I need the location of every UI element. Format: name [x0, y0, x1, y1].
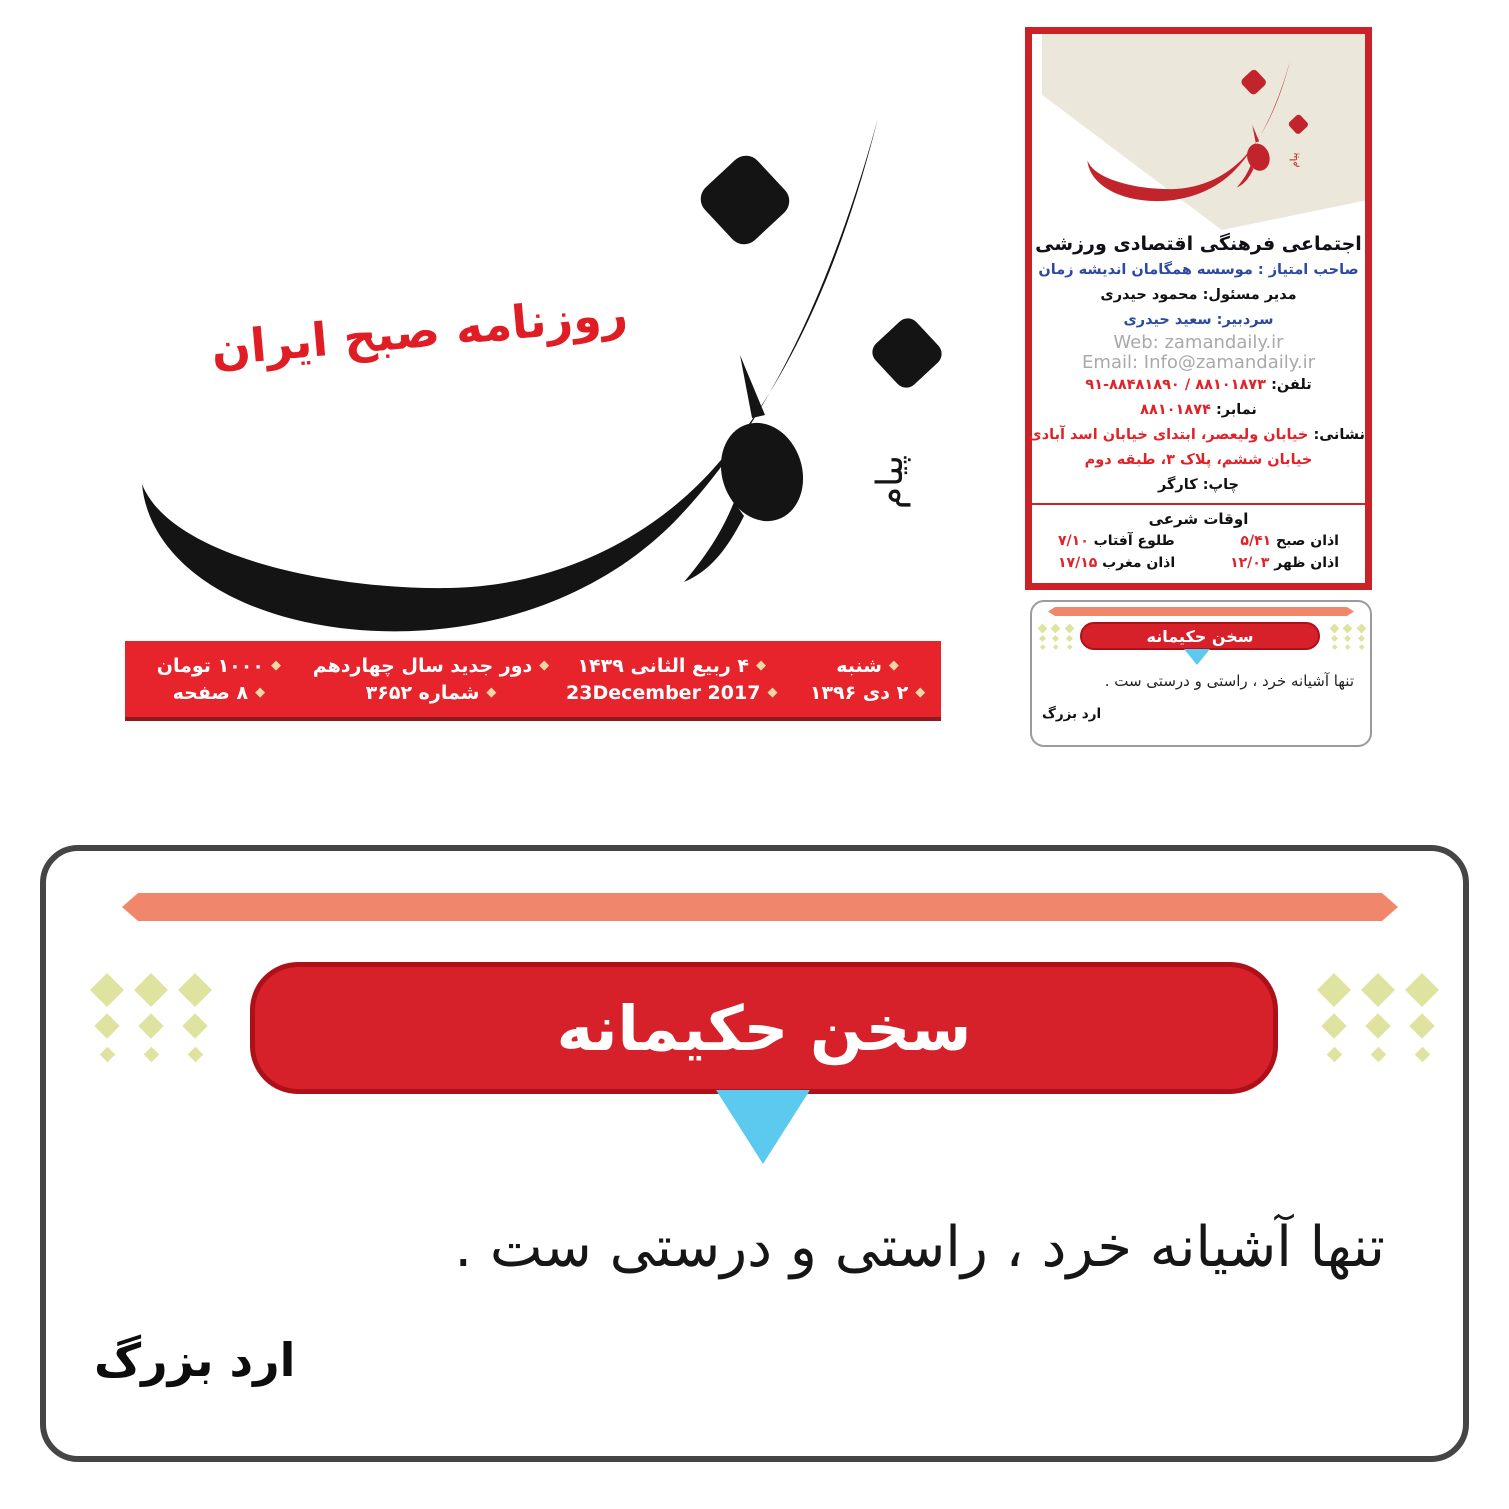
diamond-dot: [1361, 973, 1395, 1007]
fax-line: [1032, 398, 1365, 423]
diamond-dot: [1346, 644, 1351, 649]
salmon-ribbon: [122, 893, 1398, 921]
tagline: روزنامه صبح ایران: [208, 285, 630, 377]
diamond-dot: [1409, 1013, 1434, 1038]
diamond-dot: [1039, 635, 1046, 642]
phone-line: [1032, 373, 1365, 398]
prayer-value: ۵/۴۱: [1240, 533, 1272, 549]
price: ۱۰۰۰ تومان: [156, 654, 264, 677]
wise-words-box-large: [40, 845, 1469, 1462]
prayer-label: اذان صبح: [1276, 533, 1339, 549]
date-bar-cell-issue: [313, 655, 550, 704]
categories-line: اجتماعی فرهنگی اقتصادی ورزشی: [1035, 233, 1362, 255]
phone-numbers: ۸۸۱۰۱۸۷۳ / ۸۸۴۸۱۸۹۰-۹۱: [1085, 377, 1267, 393]
address-line-1: [1028, 423, 1365, 448]
prayer-label: اذان مغرب: [1102, 555, 1176, 571]
web-url: zamandaily.ir: [1164, 332, 1284, 353]
diamond-dot: [1405, 973, 1439, 1007]
hijri-date: ۴ ربیع الثانی ۱۴۳۹: [577, 654, 749, 677]
diamond-bullet-icon: ◆: [915, 685, 926, 700]
diamond-ornament: [85, 970, 217, 1066]
web-label: Web:: [1113, 332, 1159, 353]
quote-author: ارد بزرگ: [1042, 706, 1102, 722]
prayer-entry: [1058, 530, 1175, 552]
diamond-dot: [94, 1013, 119, 1038]
diamond-dot: [1067, 644, 1072, 649]
prayer-times-row: [1032, 530, 1365, 552]
license-holder-line: صاحب امتیاز : موسسه همگامان اندیشه زمان: [1038, 262, 1359, 278]
date-bar-entry: [566, 682, 777, 704]
diamond-dot: [1358, 635, 1365, 642]
wise-words-title-pill: سخن حکیمانه: [1080, 622, 1320, 650]
diamond-bullet-icon: ◆: [888, 658, 899, 673]
diamond-dot: [1064, 623, 1074, 633]
editor-in-chief-line: سردبیر: سعید حیدری: [1123, 312, 1274, 328]
diamond-ornament: [1312, 970, 1444, 1066]
diamond-dot: [1359, 644, 1364, 649]
date-bar: [125, 641, 941, 721]
prayer-times-title: اوقات شرعی: [1148, 510, 1249, 528]
managing-director-line: مدیر مسئول: محمود حیدری: [1100, 287, 1297, 303]
diamond-dot: [1414, 1046, 1430, 1062]
weekday: شنبه: [836, 654, 882, 677]
prayer-label: طلوع آفتاب: [1093, 533, 1175, 549]
prayer-entry: [1240, 530, 1339, 552]
publication-year: دور جدید سال چهاردهم: [312, 654, 533, 677]
diamond-dot: [1066, 635, 1073, 642]
solar-date: ۲ دی ۱۳۹۶: [809, 681, 909, 704]
diamond-dot: [90, 973, 124, 1007]
diamond-dot: [187, 1046, 203, 1062]
zaman-mini-logo: [1062, 38, 1324, 209]
diamond-dot: [1331, 635, 1338, 642]
wise-quote: تنها آشیانه خرد ، راستی و درستی ست .: [454, 1215, 1385, 1280]
info-box-logo-area: [1032, 34, 1365, 230]
web-line: [1032, 333, 1365, 353]
diamond-dot: [134, 973, 168, 1007]
print-house: کارگر: [1157, 477, 1198, 493]
wise-words-title-pill: سخن حکیمانه: [250, 962, 1278, 1094]
pointer-triangle-icon: [716, 1090, 810, 1164]
diamond-dot: [1054, 644, 1059, 649]
print-label: چاپ:: [1202, 477, 1239, 493]
gregorian-date: 23December 2017: [566, 681, 761, 704]
diamond-dot: [143, 1046, 159, 1062]
diamond-bullet-icon: ◆: [486, 685, 497, 700]
date-bar-entry: [577, 655, 766, 677]
date-bar-entry: [366, 682, 497, 704]
wise-quote: تنها آشیانه خرد ، راستی و درستی ست .: [1104, 672, 1354, 690]
diamond-dot: [1356, 623, 1366, 633]
diamond-ornament: [1036, 622, 1076, 650]
date-bar-entry: [157, 655, 281, 677]
date-bar-entry: [810, 682, 925, 704]
red-divider: [1032, 503, 1365, 505]
email-address: Info@zamandaily.ir: [1143, 352, 1315, 373]
date-bar-cell-dates: [549, 655, 794, 704]
diamond-dot: [99, 1046, 115, 1062]
diamond-bullet-icon: ◆: [255, 685, 266, 700]
diamond-dot: [1051, 623, 1061, 633]
address-label: نشانی:: [1313, 427, 1365, 443]
salmon-ribbon: [1048, 607, 1354, 616]
wise-words-box-small: [1030, 600, 1372, 747]
diamond-dot: [1330, 623, 1340, 633]
zaman-calligraphy-logo: [50, 40, 1000, 660]
diamond-ornament: [1328, 622, 1368, 650]
diamond-dot: [1365, 1013, 1390, 1038]
diamond-bullet-icon: ◆: [756, 658, 766, 673]
prayer-value: ۱۲/۰۳: [1230, 555, 1270, 571]
prayer-entry: [1230, 552, 1339, 574]
diamond-dot: [1038, 623, 1048, 633]
diamond-bullet-icon: ◆: [539, 658, 550, 673]
pointer-triangle-icon: [1184, 649, 1210, 665]
date-bar-cell-price: [125, 655, 313, 704]
diamond-dot: [178, 973, 212, 1007]
diamond-dot: [1343, 623, 1353, 633]
date-bar-entry: [313, 655, 550, 677]
email-line: [1032, 353, 1365, 373]
fax-label: نمابر:: [1216, 402, 1257, 418]
prayer-value: ۷/۱۰: [1058, 533, 1089, 549]
diamond-dot: [1040, 644, 1045, 649]
address-line-2: خیابان ششم، پلاک ۳، طبقه دوم: [1084, 452, 1313, 468]
diamond-dot: [1317, 973, 1351, 1007]
prayer-value: ۱۷/۱۵: [1058, 555, 1098, 571]
diamond-bullet-icon: ◆: [270, 658, 281, 673]
issue-number: شماره ۳۶۵۲: [365, 681, 480, 704]
date-bar-entry: [836, 655, 899, 677]
print-line: [1032, 473, 1365, 498]
diamond-dot: [138, 1013, 163, 1038]
diamond-dot: [1052, 635, 1059, 642]
fax-number: ۸۸۱۰۱۸۷۴: [1140, 402, 1211, 418]
address-text-1: خیابان ولیعصر، ابتدای خیابان اسد آبادی: [1028, 427, 1309, 443]
date-bar-cell-weekday: [794, 655, 941, 704]
quote-author: ارد بزرگ: [94, 1333, 296, 1387]
email-label: Email:: [1082, 352, 1139, 373]
prayer-label: اذان ظهر: [1274, 555, 1339, 571]
diamond-bullet-icon: ◆: [767, 685, 778, 700]
diamond-dot: [1321, 1013, 1346, 1038]
diamond-dot: [1370, 1046, 1386, 1062]
diamond-dot: [1332, 644, 1337, 649]
diamond-dot: [1326, 1046, 1342, 1062]
date-bar-entry: [173, 682, 265, 704]
prayer-times-row: [1032, 552, 1365, 574]
diamond-dot: [182, 1013, 207, 1038]
diamond-dot: [1344, 635, 1351, 642]
phone-label: تلفن:: [1271, 377, 1312, 393]
page-count: ۸ صفحه: [172, 681, 249, 704]
prayer-entry: [1058, 552, 1175, 574]
masthead-info-box: [1025, 27, 1372, 590]
